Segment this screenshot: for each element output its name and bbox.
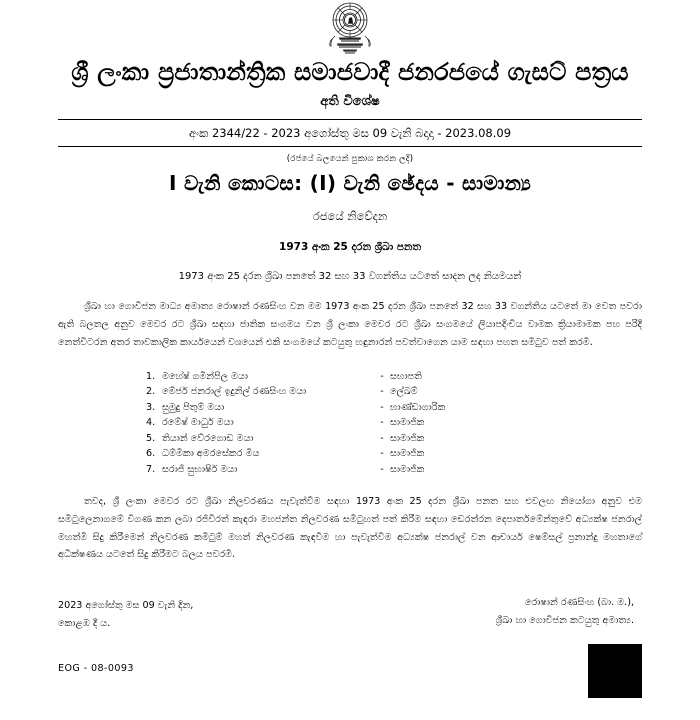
list-item xyxy=(58,431,642,447)
member-name: මහේෂ් ගමින්පිල මයා xyxy=(162,370,248,382)
act-title: 1973 අංක 25 දරන ශ්‍රීඛා පනත xyxy=(279,241,421,254)
member-dash: - xyxy=(380,401,384,413)
member-name: සරාජි සුභාෂිර් මයා xyxy=(162,463,238,475)
signatory-name: රොෂාන් රණසිංහ (බා. ම.), xyxy=(524,597,634,609)
divider-bottom xyxy=(58,146,642,147)
member-role: භාණ්ඩාගාරික xyxy=(390,401,446,413)
list-item xyxy=(58,415,642,431)
committee-member-list xyxy=(58,369,642,478)
member-dash: - xyxy=(380,417,384,429)
published-by-authority-note: (රජයේ බලයෙන් පුකාශ කරන ලදි) xyxy=(286,154,414,165)
paragraph-2: තවද, ශ්‍රී ලංකා මෙවර රට ශ්‍රීඛා නිලවරණය පැවැත්වීම සඳහා 1973 අංක 25 දරන ශ්‍රීඛා පනත සහ එවලඟ නියෝගා අනුව එම සමිටුලෙනාගමේ විගණ කන ලබා රජිවීරත් කැඳරා මහජන්ත නිලවරණ සමිටුහත් පත් කිරීම සඳහා ඩෙරත්රන දෙපාර්තමේන්තුවේ අධ්‍යක්ෂ ජනරාල් මහත්මි සිදු කිරීමෙන් නිලවරණ කමිටුම් මහත් නිලවරණ කැඳවීම හා පැවැත්වීම අධ්‍යක්ෂ ජනරාල් වන ආචාර්ය ෂෙම්සල් ප්‍රනාන්දු මහතාගේ අධීක්ෂණය යටතේ සිදු කිරීමට බලය පවරමි. xyxy=(58,496,642,561)
member-dash: - xyxy=(380,463,384,475)
masthead-title: ශ්‍රී ලංකා ප්‍රජාතාන්ත්‍රික සමාජවාදී ජනරජයේ ගැසට් පත්‍රය xyxy=(71,58,629,86)
emblem-container xyxy=(58,0,642,56)
part-title: I වැනි කොටස: (I) වැනි ඡේදය - සාමාන්‍ය xyxy=(168,171,532,196)
member-number: 5. xyxy=(146,432,156,444)
member-number: 3. xyxy=(146,401,156,413)
list-item xyxy=(58,400,642,416)
list-item xyxy=(58,384,642,400)
member-number: 7. xyxy=(146,463,156,475)
member-name: සුමුදු පිතුම් මයා xyxy=(162,401,225,413)
list-item xyxy=(58,446,642,462)
member-dash: - xyxy=(380,386,384,398)
member-role: සාමාජික xyxy=(390,417,425,429)
signatory-title: ශ්‍රීඛා හා ගොවිජන කටයුතු අමාත්‍ය. xyxy=(495,615,634,627)
qr-code xyxy=(588,644,642,698)
place-line: කොළඹ දී ය. xyxy=(58,617,111,629)
member-role: සාමාජික xyxy=(390,463,425,475)
date-line: 2023 අගෝස්තු මස 09 වැනි දින, xyxy=(58,599,194,611)
masthead-subtitle: අති විශේෂ xyxy=(320,94,380,110)
member-name: රමේෂ් මාධුර් මයා xyxy=(162,417,234,429)
member-dash: - xyxy=(380,448,384,460)
member-number: 6. xyxy=(146,448,156,460)
member-dash: - xyxy=(380,370,384,382)
paragraph-1: ශ්‍රීඛා හා ගොවිජන මාධ්‍ය අමාත්‍ය රොෂාන් රණසිංහ වන මම 1973 අංක 25 දරන ශ්‍රීඛා පනතේ 32 සහ 33 වගන්තිය යටතේ මා වෙත පවරා ඇති බලතල අනුව මෙවර රට ශ්‍රීඛා සඳහා ජාතික සංගමය වන ශ්‍රී ලංකා මෙවර රට ශ්‍රීඛා සංගමයේ ලියාපදිංචිය වාමක ක්‍රියාමාමක පහ පරිදි නෙත්වීටරන අතර තාවකාලික කාර්යයෙන් වශයෙන් එකි සංගමයේ කටයුතු හඳුනාරන් පවත්වාගෙන යාම සඳහා පහත සමිටුව පත් කරමි. xyxy=(58,301,642,348)
list-item xyxy=(58,369,642,385)
member-role: සභාපති xyxy=(390,370,422,382)
eog-code: EOG - 08-0093 xyxy=(58,663,134,675)
member-number: 1. xyxy=(146,370,156,382)
member-role: ලේඛම් xyxy=(390,386,418,398)
member-number: 4. xyxy=(146,417,156,429)
member-name: මේජර් ජනරාල් ඉදුනිල් රණසිංහ මයා xyxy=(162,386,307,398)
member-role: සාමාජික xyxy=(390,432,425,444)
issue-line: අංක 2344/22 - 2023 අගෝස්තු මස 09 වැනි බදාදා - 2023.08.09 xyxy=(188,126,512,141)
government-notices-heading: රජයේ නිවේදන xyxy=(312,209,388,224)
member-dash: - xyxy=(380,432,384,444)
regulation-title: 1973 අංක 25 දරන ශ්‍රීඛා පනතේ 32 සහ 33 වගන්තිය යටතේ සාදන ලද නියමයන් xyxy=(178,271,522,283)
sri-lanka-national-emblem-icon xyxy=(319,2,381,56)
member-name: ධම්මිකා අමරසේකර මිය xyxy=(162,448,260,460)
list-item xyxy=(58,462,642,478)
member-name: තියාන් වේරගොඩ මයා xyxy=(162,432,254,444)
member-number: 2. xyxy=(146,386,156,398)
member-role: සාමාජික xyxy=(390,448,425,460)
